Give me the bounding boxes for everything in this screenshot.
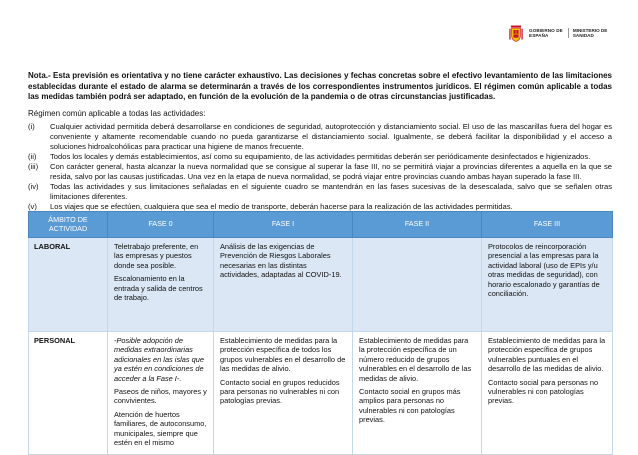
header-fase-1: FASE I [214, 212, 353, 238]
logo-ministry-text: MINISTERIO DE SANIDAD [572, 27, 608, 38]
table-header-row [29, 212, 613, 238]
list-item [28, 162, 612, 182]
measures-list [28, 122, 612, 213]
list-item-number: (ii) [28, 152, 37, 162]
cell-fase-3 [482, 332, 613, 455]
cell-text: Contacto social para personas no vulnerables ni con patologías previas. [488, 377, 599, 406]
list-item-number: (i) [28, 122, 35, 131]
cell-fase-2 [353, 332, 482, 455]
cell-text: Establecimiento de medidas para la protección específica de todos los grupos vulnerables en el desarrollo de las medidas de alivio. [220, 336, 346, 374]
disclaimer-note: Nota.- Esta previsión es orientativa y no tiene carácter exhaustivo. Las decisiones y fechas concretas sobre el efectivo levantamiento de las limitaciones establecidas durante el estado de alarma se determinarán a través de los correspondientes instrumentos jurídicos. El régimen común aplicable a todas las medidas también podrá ser adaptado, en función de la evolución de la pandemia o de otras circunstancias justificadas. [28, 71, 612, 102]
coat-of-arms-icon [509, 20, 523, 47]
cell-fase-3 [482, 238, 613, 332]
list-item-number: (iii) [28, 162, 39, 172]
cell-text-italic: -Posible adopción de medidas extraordinarias adicionales en las islas que ya estén en condiciones de acceder a la Fase I-. [114, 336, 204, 383]
table-row [29, 238, 613, 332]
list-item [28, 122, 612, 152]
list-item [28, 152, 612, 162]
cell-text: Escalonamiento en la entrada y salida de centros de trabajo. [114, 274, 203, 303]
cell-ambito: LABORAL [29, 238, 108, 332]
ministry-logo [509, 18, 609, 48]
cell-text: Protocolos de reincorporación presencial a las empresas para la actividad laboral (uso de EPIs y/u otras medidas de seguridad), con horario escalonado y garantías de conciliación. [488, 242, 600, 299]
cell-ambito: PERSONAL [29, 332, 108, 455]
list-item-text: Cualquier actividad permitida deberá desarrollarse en condiciones de seguridad, autoprotección y distanciamiento social. El uso de las mascarillas fuera del hogar es conveniente y altamente recomendable cuando no pueda garantizarse el distanciamiento social. Igualmente, se deberá facilitar la disponibilidad y el acceso a soluciones hidroalcohólicas para practicar una higiene de manos frecuente. [50, 122, 612, 151]
logo-government-text: GOBIERNO DE ESPAÑA [529, 28, 569, 38]
cell-text: Establecimiento de medidas para la protección específica de un número reducido de grupos vulnerables en el desarrollo de las medidas de alivio. [359, 336, 472, 383]
list-item-number: (v) [28, 202, 37, 212]
cell-fase-0 [108, 238, 214, 332]
list-item [28, 182, 612, 202]
cell-text: Análisis de las exigencias de Prevención de Riesgos Laborales necesarias en las distintas actividades, adaptadas al COVID-19. [220, 242, 342, 280]
cell-fase-0 [108, 332, 214, 455]
list-item-text: Los viajes que se efectúen, cualquiera que sea el medio de transporte, deberán hacerse para la realización de las actividades permitidas. [50, 202, 513, 212]
cell-text: Teletrabajo preferente, en las empresas y puestos donde sea posible. [114, 242, 199, 270]
cell-text: Atención de huertos familiares, de autoconsumo, municipales, siempre que estén en el mismo [114, 409, 207, 448]
header-fase-2: FASE II [353, 212, 482, 238]
header-fase-0: FASE 0 [108, 212, 214, 238]
list-item-text: Todas las actividades y sus limitaciones señaladas en el siguiente cuadro se mantendrán en las fases sucesivas de la desescalada, salvo que se señalen otras limitaciones diferentes. [50, 182, 612, 202]
cell-fase-1 [214, 332, 353, 455]
cell-fase-1 [214, 238, 353, 332]
cell-fase-2 [353, 238, 482, 332]
list-item-number: (iv) [28, 182, 39, 192]
phases-table [28, 211, 613, 455]
cell-text: Paseos de niños, mayores y convivientes. [114, 387, 207, 406]
header-ambito: ÁMBITO DE ACTIVIDAD [29, 212, 108, 238]
table-row [29, 332, 613, 455]
cell-text: Contacto social en grupos reducidos para personas no vulnerables ni con patologías previas. [220, 377, 340, 406]
cell-text: Establecimiento de medidas para la protección específica de grupos vulnerables puntuales en el desarrollo de las medidas de alivio. [488, 336, 606, 374]
list-item-text: Con carácter general, hasta alcanzar la nueva normalidad que se consigue al superar la fase III, no se permitirá viajar a provincias diferentes a aquella en la que se resida, salvo por las causas justificadas. Una vez en la etapa de nueva normalidad, se podrá viajar entre provincias cuando ambas hayan superado la fase III. [50, 162, 612, 182]
header-fase-3: FASE III [482, 212, 613, 238]
list-item-text: Todos los locales y demás establecimientos, así como su equipamiento, de las actividades permitidas deberán ser periódicamente desinfectados e higienizados. [50, 152, 591, 162]
regimen-title: Régimen común aplicable a todas las actividades: [28, 109, 206, 118]
cell-text: Contacto social en grupos más amplios para personas no vulnerables ni con patologías previas. [359, 387, 461, 425]
